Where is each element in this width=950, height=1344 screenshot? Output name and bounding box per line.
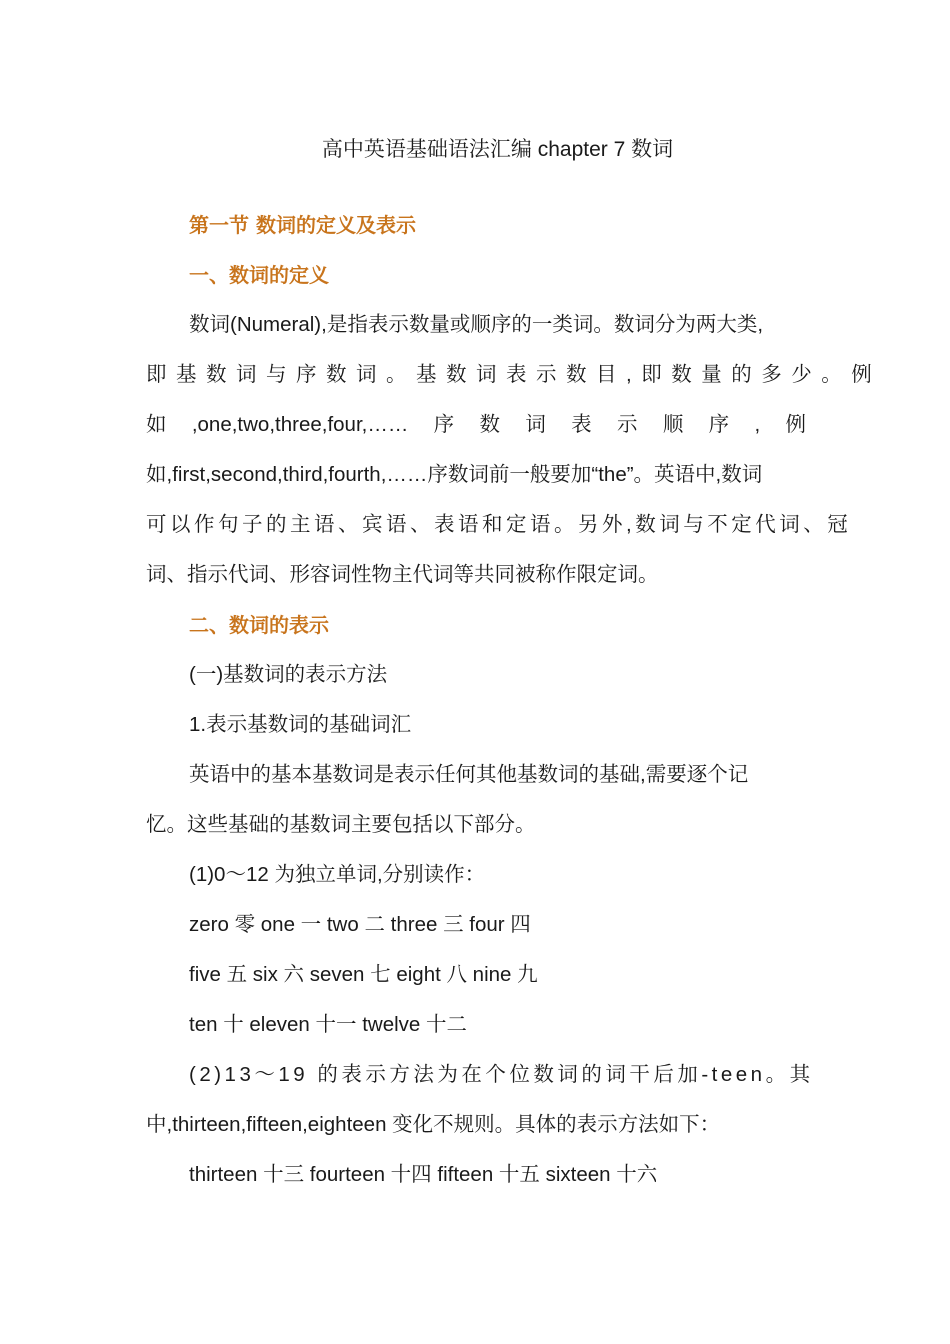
para1-line3-token: 数 [479, 413, 500, 436]
number-words-row-4: thirteen 十三 fourteen 十四 fifteen 十五 sixteen 十六 [189, 1163, 658, 1186]
item2-line1: (2)13～19 的表示方法为在个位数词的词干后加-teen。其 [189, 1063, 814, 1086]
document-title: 高中英语基础语法汇编 chapter 7 数词 [321, 138, 674, 161]
para2-line2: 忆。这些基础的基数词主要包括以下部分。 [146, 813, 536, 836]
para1-line6: 词、指示代词、形容词性物主代词等共同被称作限定词。 [146, 563, 659, 586]
item2-line2: 中,thirteen,fifteen,eighteen 变化不规则。具体的表示方法如下： [146, 1113, 721, 1136]
para1-line1: 数词(Numeral),是指表示数量或顺序的一类词。数词分为两大类, [189, 313, 764, 336]
document-body [146, 206, 882, 1206]
para1-line2: 即基数词与序数词。基数词表示数目,即数量的多少。例 [146, 363, 882, 386]
para1-line3-token: , [754, 413, 761, 436]
para2-line1: 英语中的基本基数词是表示任何其他基数词的基础,需要逐个记 [189, 763, 749, 786]
para1-line3-token: 如 [146, 413, 167, 436]
para1-line3-token: 顺 [662, 413, 684, 436]
para1-line3-token: 词 [525, 413, 546, 436]
para1-line3-token: 例 [785, 413, 806, 436]
number-words-row-1: zero 零 one 一 two 二 three 三 four 四 [189, 913, 531, 936]
part1-heading: 一、数词的定义 [189, 263, 329, 287]
number-words-row-3: ten 十 eleven 十一 twelve 十二 [189, 1013, 467, 1036]
para1-line3-token: 示 [616, 413, 638, 436]
para1-line3-token: ,one,two,three,four,…… [191, 413, 409, 436]
section-heading: 第一节 数词的定义及表示 [189, 213, 416, 237]
para1-line3-token: 序 [708, 413, 730, 436]
item1-text: (1)0～12 为独立单词,分别读作： [189, 863, 486, 886]
para1-line3 [146, 406, 806, 456]
part2-heading: 二、数词的表示 [189, 613, 329, 637]
para1-line3-token: 表 [571, 413, 592, 436]
subheading-cardinal-methods: (一)基数词的表示方法 [189, 663, 388, 686]
para1-line4: 如,first,second,third,fourth,……序数词前一般要加“the”。英语中,数词 [146, 463, 763, 486]
para1-line3-token: 序 [433, 413, 455, 436]
subheading-basic-vocabulary: 1.表示基数词的基础词汇 [189, 713, 412, 736]
para1-line5: 可以作句子的主语、宾语、表语和定语。另外,数词与不定代词、冠 [146, 513, 852, 536]
number-words-row-2: five 五 six 六 seven 七 eight 八 nine 九 [189, 963, 538, 986]
